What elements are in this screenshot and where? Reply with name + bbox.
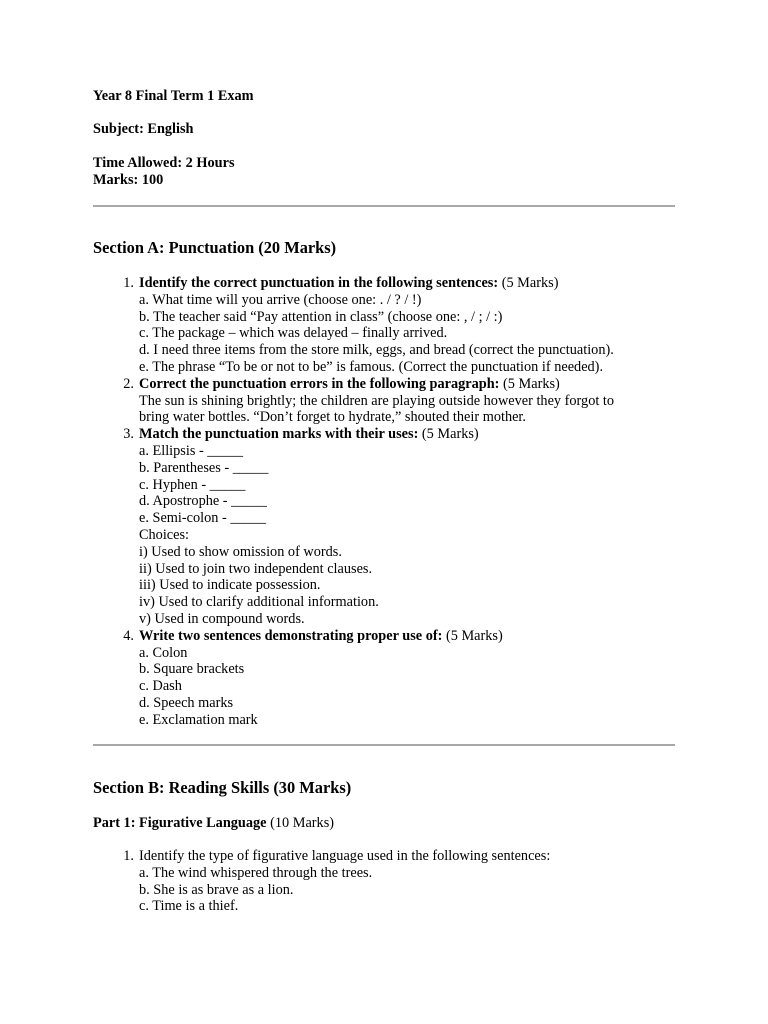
part-1-title: Part 1: Figurative Language bbox=[93, 815, 267, 831]
exam-time-allowed: Time Allowed: 2 Hours bbox=[93, 155, 235, 171]
question-prompt: Identify the correct punctuation in the following sentences: bbox=[139, 275, 499, 291]
list-item: d. Speech marks bbox=[139, 694, 234, 711]
list-item: c. Hyphen - _____ bbox=[139, 476, 246, 493]
list-item: c. The package – which was delayed – finally arrived. bbox=[139, 325, 448, 342]
question-prompt: Correct the punctuation errors in the following paragraph: bbox=[139, 375, 500, 392]
exam-title: Year 8 Final Term 1 Exam bbox=[93, 88, 254, 104]
list-item: ii) Used to join two independent clauses. bbox=[139, 560, 373, 577]
question-1 bbox=[93, 275, 675, 376]
question-number: 3. bbox=[123, 426, 134, 443]
question-3 bbox=[93, 426, 675, 628]
list-item: a. Colon bbox=[139, 644, 188, 661]
list-item: v) Used in compound words. bbox=[139, 610, 305, 627]
list-item: b. Parentheses - _____ bbox=[139, 459, 269, 476]
part-1-heading bbox=[93, 815, 334, 832]
list-item: e. The phrase “To be or not to be” is famous. (Correct the punctuation if needed). bbox=[139, 358, 604, 375]
divider bbox=[93, 744, 675, 746]
part-1-marks: (10 Marks) bbox=[266, 815, 335, 831]
question-2 bbox=[93, 376, 675, 426]
list-item: b. She is as brave as a lion. bbox=[139, 881, 294, 898]
section-a-questions bbox=[93, 275, 675, 729]
exam-marks: Marks: 100 bbox=[93, 172, 164, 188]
question-4 bbox=[93, 628, 675, 729]
list-item: b. The teacher said “Pay attention in class” (choose one: , / ; / :) bbox=[139, 308, 503, 325]
question-prompt: Match the punctuation marks with their uses: bbox=[139, 426, 419, 443]
list-item: d. Apostrophe - _____ bbox=[139, 493, 267, 510]
list-item: a. What time will you arrive (choose one: . / ? / !) bbox=[139, 291, 422, 308]
list-item: iv) Used to clarify additional information. bbox=[139, 594, 379, 611]
list-item: c. Dash bbox=[139, 678, 182, 695]
question-number: 4. bbox=[123, 627, 134, 644]
list-item: c. Time is a thief. bbox=[139, 898, 239, 915]
paragraph-line: The sun is shining brightly; the children are playing outside however they forgot to bbox=[139, 392, 615, 409]
list-item: e. Semi-colon - _____ bbox=[139, 510, 267, 527]
choices-label: Choices: bbox=[139, 526, 190, 543]
question-prompt: Write two sentences demonstrating proper use of: bbox=[139, 627, 443, 644]
list-item: a. Ellipsis - _____ bbox=[139, 442, 244, 459]
section-a-heading: Section A: Punctuation (20 Marks) bbox=[93, 238, 337, 257]
list-item: b. Square brackets bbox=[139, 661, 245, 678]
question-marks: (5 Marks) bbox=[498, 275, 559, 291]
divider bbox=[93, 205, 675, 207]
question-marks: (5 Marks) bbox=[418, 426, 479, 443]
section-b-questions bbox=[93, 848, 675, 915]
list-item: iii) Used to indicate possession. bbox=[139, 577, 321, 594]
question-1 bbox=[93, 848, 675, 915]
question-prompt: Identify the type of figurative language used in the following sentences: bbox=[139, 848, 551, 864]
exam-subject: Subject: English bbox=[93, 121, 194, 137]
list-item: e. Exclamation mark bbox=[139, 711, 258, 728]
question-number: 1. bbox=[123, 275, 134, 291]
question-marks: (5 Marks) bbox=[499, 375, 560, 392]
section-b-heading: Section B: Reading Skills (30 Marks) bbox=[93, 778, 352, 797]
paragraph-line: bring water bottles. “Don’t forget to hydrate,” shouted their mother. bbox=[139, 409, 526, 426]
list-item: a. The wind whispered through the trees. bbox=[139, 864, 373, 881]
question-number: 2. bbox=[123, 375, 134, 392]
list-item: i) Used to show omission of words. bbox=[139, 543, 342, 560]
list-item: d. I need three items from the store milk, eggs, and bread (correct the punctuation). bbox=[139, 342, 614, 359]
question-number: 1. bbox=[123, 848, 134, 864]
question-marks: (5 Marks) bbox=[442, 627, 503, 644]
